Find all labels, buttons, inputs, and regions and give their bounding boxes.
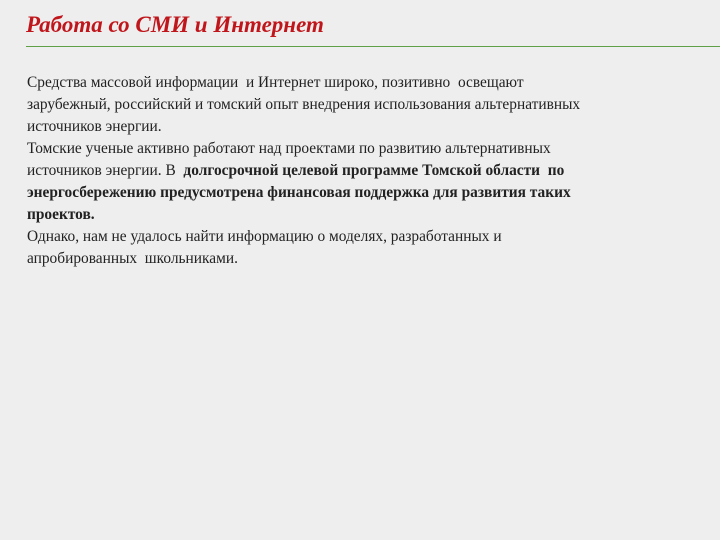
text-segment: Средства массовой информации и Интернет широко, позитивно освещают — [27, 74, 524, 91]
text-line-9 — [27, 248, 697, 270]
slide-title: Работа со СМИ и Интернет — [26, 12, 324, 37]
text-line-8 — [27, 226, 697, 248]
slide-body-text — [27, 72, 697, 270]
text-line-2 — [27, 94, 697, 116]
text-line-6 — [27, 182, 697, 204]
text-line-7 — [27, 204, 697, 226]
text-line-4 — [27, 138, 697, 160]
text-segment: источников энергии. В — [27, 162, 184, 179]
text-segment: зарубежный, российский и томский опыт внедрения использования альтернативных — [27, 96, 581, 113]
text-segment: апробированных школьниками. — [27, 250, 238, 267]
text-line-1 — [27, 72, 697, 94]
text-segment: Однако, нам не удалось найти информацию о моделях, разработанных и — [27, 228, 502, 245]
text-line-5 — [27, 160, 697, 182]
text-segment: источников энергии. — [27, 118, 162, 135]
title-divider — [26, 46, 720, 47]
bold-text-segment: проектов. — [27, 206, 95, 223]
bold-text-segment: долгосрочной целевой программе Томской области по — [183, 162, 565, 179]
text-segment: Томские ученые активно работают над проектами по развитию альтернативных — [27, 140, 551, 157]
text-line-3 — [27, 116, 697, 138]
bold-text-segment: энергосбережению предусмотрена финансовая поддержка для развития таких — [27, 184, 571, 201]
